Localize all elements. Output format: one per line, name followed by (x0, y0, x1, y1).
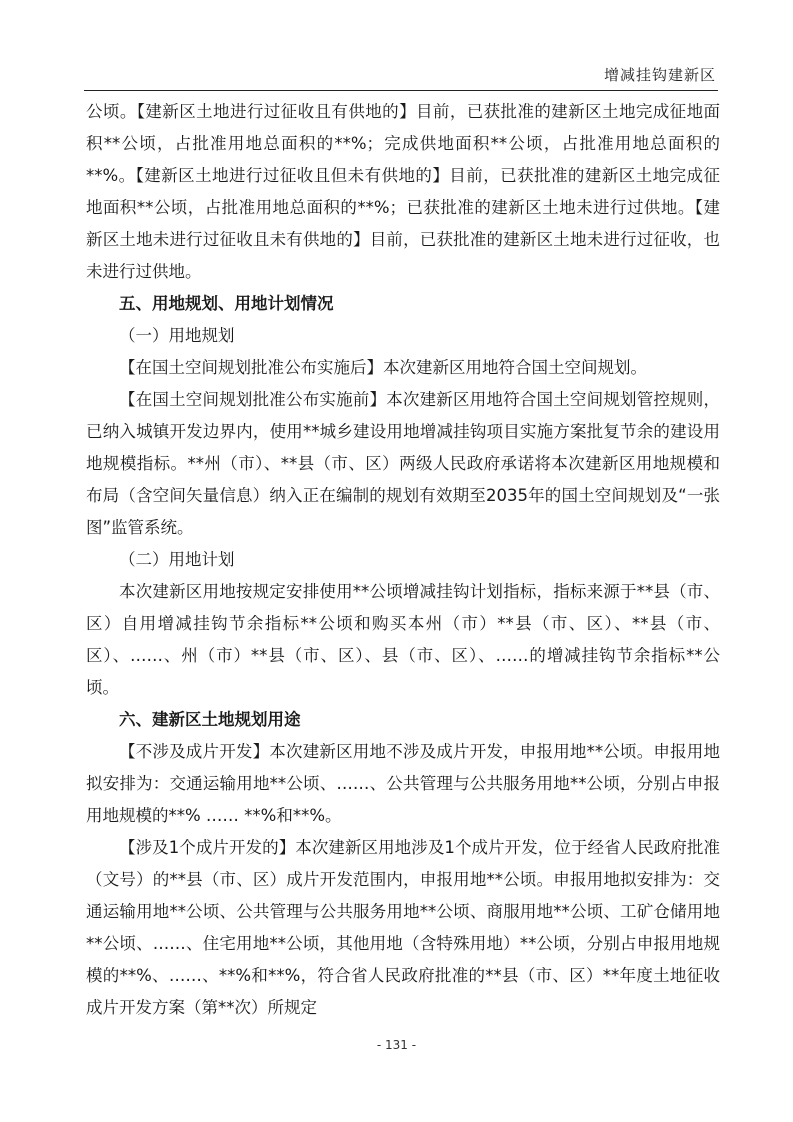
page-header (84, 62, 718, 91)
page-number: - 131 - (376, 1038, 417, 1052)
document-body (86, 96, 720, 1024)
paragraph-after-plan-approval: 【在国土空间规划批准公布实施后】本次建新区用地符合国土空间规划。 (119, 358, 647, 377)
paragraph-one-bulk-development: 【涉及1个成片开发的】本次建新区用地涉及1个成片开发，位于经省人民政府批准（文号）的**县（市、区）成片开发范围内，申报用地**公顷。申报用地拟安排为：交通运输用地**公顷、公共管理与公共服务用地**公顷、商服用地**公顷、工矿仓储用地**公顷、……、住宅用地**公顷，其他用地（含特殊用地）**公顷，分别占申报用地规模的**%、……、**%和**%，符合省人民政府批准的**县（市、区）**年度土地征收成片开发方案（第**次）所规定 (86, 838, 720, 1017)
paragraph-before-plan-approval: 【在国土空间规划批准公布实施前】本次建新区用地符合国土空间规划管控规则，已纳入城镇开发边界内，使用**城乡建设用地增减挂钩项目实施方案批复节余的建设用地规模指标。**州（市）、**县（市、区）两级人民政府承诺将本次建新区用地规模和布局（含空间矢量信息）纳入正在编制的规划有效期至2035年的国土空间规划及“一张图”监管系统。 (86, 390, 720, 537)
subheading-land-use-planning: （一）用地规划 (119, 326, 235, 345)
paragraph-quota-source: 本次建新区用地按规定安排使用**公顷增减挂钩计划指标，指标来源于**县（市、区）自用增减挂钩节余指标**公顷和购买本州（市）**县（市、区）、**县（市、区）、……、州（市）**县（市、区）、县（市、区）、……的增减挂钩节余指标**公顷。 (86, 582, 721, 697)
paragraph-no-bulk-development: 【不涉及成片开发】本次建新区用地不涉及成片开发，申报用地**公顷。申报用地拟安排为：交通运输用地**公顷、……、公共管理与公共服务用地**公顷，分别占申报用地规模的**% …… **%和**%。 (86, 742, 720, 825)
header-title: 增减挂钩建新区 (603, 66, 716, 84)
section-heading-5: 五、用地规划、用地计划情况 (119, 294, 334, 313)
paragraph-land-status: 公顷。【建新区土地进行过征收且有供地的】目前，已获批准的建新区土地完成征地面积**公顷，占批准用地总面积的**%；完成供地面积**公顷，占批准用地总面积的**%。【建新区土地进行过征收且但未有供地的】目前，已获批准的建新区土地完成征地面积**公顷，占批准用地总面积的**%；已获批准的建新区土地未进行过供地。【建新区土地未进行过征收且未有供地的】目前，已获批准的建新区土地未进行过征收，也未进行过供地。 (86, 102, 720, 281)
subheading-land-use-plan: （二）用地计划 (119, 550, 235, 569)
section-heading-6: 六、建新区土地规划用途 (119, 710, 301, 729)
